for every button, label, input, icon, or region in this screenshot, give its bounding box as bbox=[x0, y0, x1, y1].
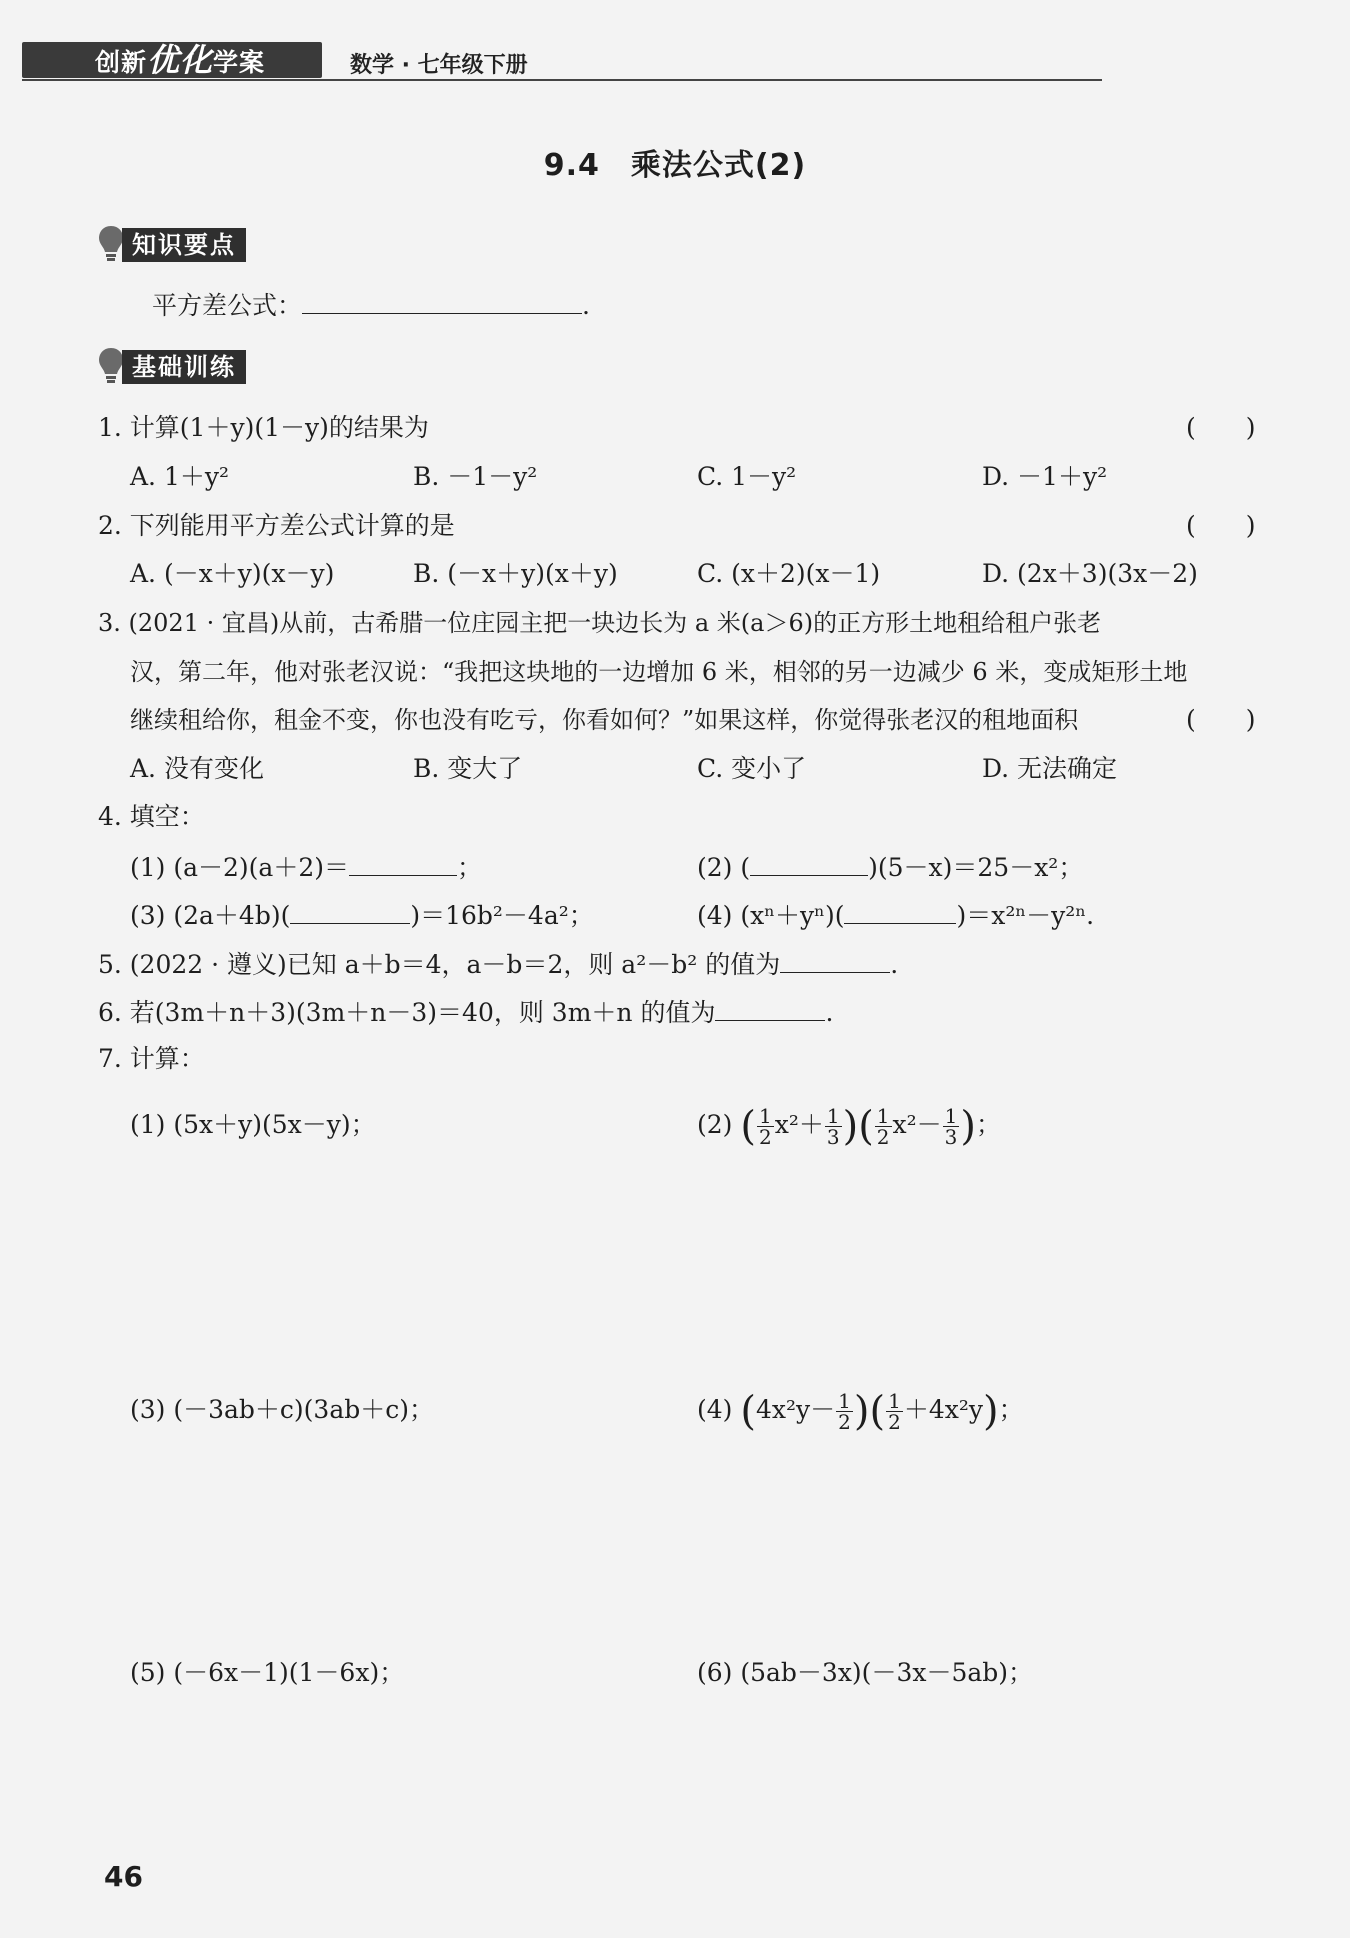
q7-p4-label: (4) bbox=[697, 1395, 733, 1424]
q3-option-a[interactable]: A. 没有变化 bbox=[130, 754, 264, 783]
q5-end: . bbox=[890, 950, 899, 979]
q7-stem: 7. 计算： bbox=[98, 1044, 205, 1073]
q2-option-c[interactable]: C. (x＋2)(x－1) bbox=[697, 559, 881, 588]
q7-part-6: (6) (5ab－3x)(－3x－5ab)； bbox=[697, 1658, 1034, 1687]
q2-answer-paren[interactable]: ( ) bbox=[1186, 511, 1256, 540]
q4-p4-blank[interactable] bbox=[844, 897, 956, 924]
formula-prompt-text: 平方差公式： bbox=[152, 291, 303, 320]
q4-p1-end: ； bbox=[457, 853, 483, 882]
fraction: $\frac{1}{2}$ bbox=[758, 1104, 772, 1149]
q2-option-d[interactable]: D. (2x＋3)(3x－2) bbox=[982, 559, 1198, 588]
q5 bbox=[98, 946, 898, 982]
q7-part-4: (4) (4x²y－ $\frac{1}{2}$ )( $\frac{1}{2}$ ＋4x²y)； bbox=[697, 1388, 1024, 1435]
fraction: $\frac{1}{2}$ bbox=[888, 1389, 901, 1434]
q4-p2-blank[interactable] bbox=[750, 849, 868, 876]
q4-part-4 bbox=[697, 897, 1094, 933]
brand-part-a: 创新 bbox=[95, 48, 148, 77]
header-subject: 数学 · 七年级下册 bbox=[350, 53, 528, 78]
q4-part-2 bbox=[697, 849, 1083, 885]
q3-line-3: 继续租给你，租金不变，你也没有吃亏，你看如何？”如果这样，你觉得张老汉的租地面积 bbox=[130, 706, 1079, 734]
q2-option-b[interactable]: B. (－x＋y)(x＋y) bbox=[413, 559, 618, 588]
q3-line-2: 汉，第二年，他对张老汉说：“我把这块地的一边增加 6 米，相邻的另一边减少 6 米，变成矩形土地 bbox=[130, 658, 1188, 686]
q7-part-1: (1) (5x＋y)(5x－y)； bbox=[130, 1110, 376, 1139]
header-rule bbox=[22, 79, 1102, 81]
q3-option-d[interactable]: D. 无法确定 bbox=[982, 754, 1118, 783]
q4-p4-text: (4) (xⁿ＋yⁿ)( bbox=[697, 901, 845, 930]
fraction: $\frac{1}{3}$ bbox=[944, 1104, 958, 1149]
q3-line-1: 3. (2021 · 宜昌)从前，古希腊一位庄园主把一块边长为 a 米(a＞6)的正方形土地租给租户张老 bbox=[98, 609, 1102, 637]
q1-answer-paren[interactable]: ( ) bbox=[1186, 413, 1256, 442]
q4-p3-text: (3) (2a＋4b)( bbox=[130, 901, 291, 930]
q7-part-3: (3) (－3ab＋c)(3ab＋c)； bbox=[130, 1395, 435, 1424]
q6 bbox=[98, 994, 833, 1030]
q4-stem: 4. 填空： bbox=[98, 802, 205, 831]
section-label: 知识要点 bbox=[122, 228, 246, 262]
q6-blank[interactable] bbox=[715, 994, 825, 1021]
page-title: 9.4 乘法公式(2) bbox=[543, 148, 807, 183]
fraction: $\frac{1}{3}$ bbox=[826, 1104, 840, 1149]
q7-p2-label: (2) bbox=[697, 1110, 733, 1139]
brand-part-b: 优化 bbox=[147, 41, 214, 79]
header-brand bbox=[95, 42, 265, 78]
q5-blank[interactable] bbox=[780, 946, 890, 973]
formula-prompt bbox=[152, 287, 590, 323]
q1-option-a[interactable]: A. 1＋y² bbox=[130, 462, 229, 491]
q4-p2-end: )(5－x)＝25－x²； bbox=[868, 853, 1084, 882]
q6-end: . bbox=[825, 998, 834, 1027]
q4-p4-end: )＝x²ⁿ－y²ⁿ. bbox=[956, 901, 1095, 930]
q1-option-c[interactable]: C. 1－y² bbox=[697, 462, 797, 491]
q7-part-5: (5) (－6x－1)(1－6x)； bbox=[130, 1658, 405, 1687]
answer-blank[interactable] bbox=[302, 287, 582, 314]
q4-part-3 bbox=[130, 897, 594, 933]
q4-p3-end: )＝16b²－4a²； bbox=[410, 901, 594, 930]
brand-part-c: 学案 bbox=[213, 48, 266, 77]
fraction: $\frac{1}{2}$ bbox=[838, 1389, 851, 1434]
q7-part-2: (2) ( $\frac{1}{2}$ x²＋ $\frac{1}{3}$ )( $\frac{1}{2}$ x²－ $\frac{1}{3}$ )； bbox=[697, 1103, 1002, 1150]
q3-answer-paren[interactable]: ( ) bbox=[1186, 705, 1256, 734]
q5-text: 5. (2022 · 遵义)已知 a＋b＝4，a－b＝2，则 a²－b² 的值为 bbox=[98, 950, 781, 979]
q4-p1-blank[interactable] bbox=[349, 849, 457, 876]
q1-stem: 1. 计算(1＋y)(1－y)的结果为 bbox=[98, 413, 429, 442]
q2-option-a[interactable]: A. (－x＋y)(x－y) bbox=[130, 559, 335, 588]
q4-p2-text: (2) ( bbox=[697, 853, 751, 882]
fraction: $\frac{1}{2}$ bbox=[876, 1104, 890, 1149]
q4-part-1 bbox=[130, 849, 482, 885]
q3-option-c[interactable]: C. 变小了 bbox=[697, 754, 807, 783]
q4-p1-text: (1) (a－2)(a＋2)＝ bbox=[130, 853, 349, 882]
formula-prompt-end: . bbox=[582, 291, 590, 320]
page-number: 46 bbox=[104, 1860, 143, 1893]
lightbulb-icon bbox=[98, 346, 124, 386]
q2-stem: 2. 下列能用平方差公式计算的是 bbox=[98, 511, 455, 540]
section-label: 基础训练 bbox=[122, 350, 246, 384]
q1-option-d[interactable]: D. －1＋y² bbox=[982, 462, 1108, 491]
q4-p3-blank[interactable] bbox=[290, 897, 410, 924]
q6-text: 6. 若(3m＋n＋3)(3m＋n－3)＝40，则 3m＋n 的值为 bbox=[98, 998, 716, 1027]
q3-option-b[interactable]: B. 变大了 bbox=[413, 754, 523, 783]
lightbulb-icon bbox=[98, 224, 124, 264]
q1-option-b[interactable]: B. －1－y² bbox=[413, 462, 538, 491]
